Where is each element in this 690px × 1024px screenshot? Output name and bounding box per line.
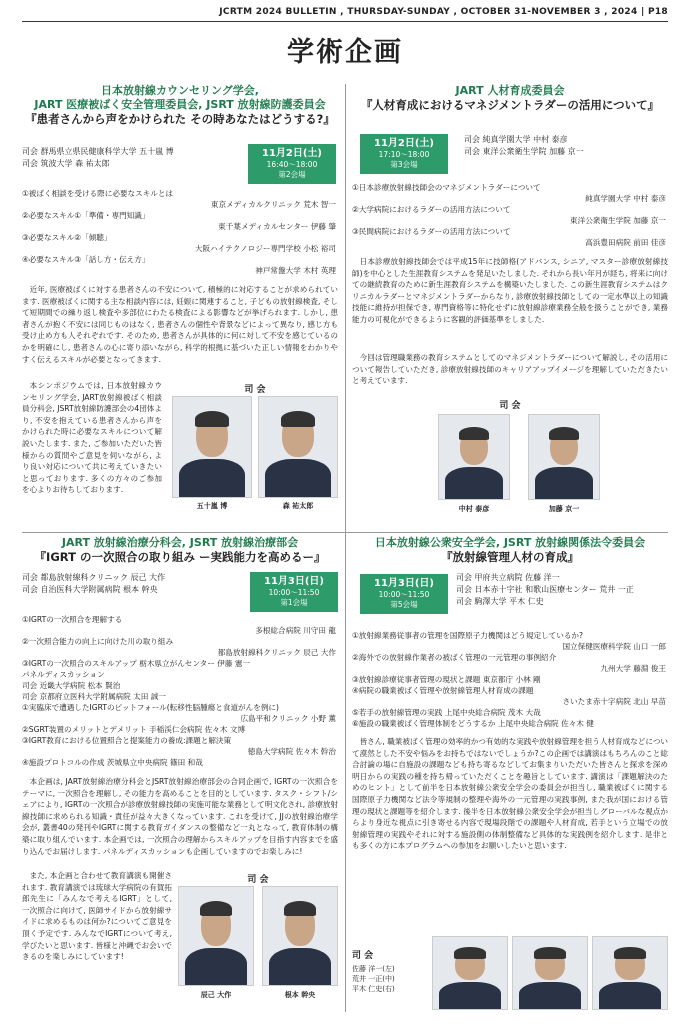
date: 11月2日(土) [261,148,322,159]
moderator-photo-3 [592,936,668,1010]
program-item: 司会 近畿大学病院 松本 賢治 [22,681,121,690]
photo-caption-1: 中村 泰彦 [458,505,490,513]
program-item: ①IGRTの一次照合を理解する [22,615,123,624]
moderator-photo-1 [178,886,254,986]
photo-caption-1: 五十嵐 博 [196,502,228,510]
time: 16:40～18:00 [266,160,318,169]
section-igrt [22,536,338,1014]
moderator-name: 佐藤 洋一(左) [352,965,395,973]
description-2: また, 本企画と合わせて教育講演も開催されます. 教育講演では琉球大学病院の有賀拓郎先生に「みんなで考えるIGRT」として, 一次照合に向けて, 医師サイドから放射線サイドに求めるものは何か?についてご意見を頂く予定です. みんなでIGRTについて考え, 学びたいと思います. 皆様と沖縄でお会いできるのを楽しみにしています! [22,871,172,962]
program-item: ②一次照合能力の向上に向けた川の取り組み [22,637,174,646]
program-item: ③IGRTの一次照合のスキルアップ 栃木県立がんセンター 伊藤 憲一 [22,659,251,668]
description: 日本診療放射線技師会では平成15年に技師格(アドバンス, シニア, マスター診療放射線技師)を中心とした生涯教育システムを発足いたしました. それから長い年月が経ち, 将来に向けての継続教育のために新生涯教育システムを構築いたしました. この新生涯教育システムはクリニカルラダーとマネジメントラダーからなり, 診療放射線技師としての一定水準以上の知識技能に維持が担保でき, 専門資格等に特化せずに放射線診療業務全般を扱うことができ, 業務能力の可視化ができるように客観的評価基準をしました. [352,257,668,324]
moderator-2: 司会 東洋公衆衛生学院 加藤 京一 [464,147,584,156]
moderator-label: 司 会 [247,875,269,885]
moderators [22,572,246,596]
description-2: 本シンポジウムでは, 日本放射線カウンセリング学会, JART放射線被ばく相談員分科会, JSRT放射線防護部会の4団体より, 不安を抱えている患者さんから声をかけられた時に必要なスキルについて解説いたします. また, ご参加いただいた皆様からの質問やご意見を伺いながら, より良い対応について共に考えていきたいと思っております. 多くの方々のご参加を心よりお待ちしております. [22,381,162,495]
moderator-1: 司会 都島放射線科クリニック 辰己 大作 [22,573,166,582]
program-list [352,630,668,729]
description: 近年, 医療被ばくに対する患者さんの不安について, 積極的に対応することが求められています. 医療被ばくに関する主な相談内容には, 妊娠に関連すること, 子どもの放射線検査, そして短期間での繰り返し検査や多部位にわたる検査による影響などが挙げられます. しかし, 患者さんが抱く不安には同じものはなく, 患者さんの個性や背景などによって異なり, 感じ方も受け止め方も人それぞれです. そのため, 患者さんが具体的に何に対して不安を感じているのかを明確にし, 患者さんの心に寄り添いながら, 科学的根拠に基づいた正しい情報をわかりやすく伝えるスキルが必要となってきます. [22,285,338,364]
speaker: 多根総合病院 川守田 龍 [255,626,336,635]
moderator-1: 司会 純真学園大学 中村 泰彦 [464,135,568,144]
section-title: 『IGRT の一次照合の取り組み ー実践能力を高めるー』 [34,550,326,564]
moderators [22,146,222,170]
photo-caption-2: 加藤 京一 [548,505,580,513]
moderators [464,134,668,158]
moderator-2: 司会 筑波大学 森 祐太郎 [22,159,110,168]
program-item: ②大学病院におけるラダーの活用方法について [352,205,511,214]
section-radiation-management [352,536,668,1014]
date-badge [360,574,448,614]
description-2: 今回は管理職業務の教育システムとしてのマネジメントラダーについて解説し, その活用について報告していただき, 診療放射線技師のキャリアアップイメージを理解していただきたいと考えています. [352,353,668,386]
program-item: ①実臨床で遭遇したIGRTのピットフォール(転移性脳腫瘍と食道がんを例に) [22,703,279,712]
moderator-2: 司会 自治医科大学附属病院 根本 幹央 [22,585,158,594]
row-divider [22,532,668,533]
program-list [22,188,338,276]
program-item: ④必要なスキル③「話し方・伝え方」 [22,255,150,264]
date: 11月2日(土) [373,138,434,149]
date: 11月3日(日) [263,576,324,587]
program-item: ①被ばく相談を受ける際に必要なスキルとは [22,189,174,198]
speaker: 神戸常盤大学 木村 英理 [255,266,336,275]
program-item: ⑥施設の職業被ばく管理体制をどうするか 上尾中央総合病院 佐々木 健 [352,719,594,728]
program-item: ①日本診療放射線技師会のマネジメントラダーについて [352,183,541,192]
program-item: ③放射線診療従事者管理の現状と課題 東京都庁 小林 剛 [352,675,541,684]
date-badge [248,144,336,184]
program-list [352,182,668,248]
date: 11月3日(日) [373,578,434,589]
photo-caption-1: 辰己 大作 [200,991,232,999]
moderator-photo-2 [258,396,338,498]
speaker: 国立保健医療科学院 山口 一郎 [562,642,666,651]
moderator-photo-1 [438,414,510,500]
date-badge [360,134,448,174]
speaker: 東洋公衆衛生学院 加藤 京一 [570,216,666,225]
section-organizer-1: 日本放射線カウンセリング学会, [101,84,259,97]
moderator-photo-2 [528,414,600,500]
speaker: 徳島大学病院 佐々木 幹治 [247,747,336,756]
moderator-photo-1 [172,396,252,498]
section-jinzai [352,84,668,529]
moderator-1: 司会 甲府共立病院 佐藤 洋一 [456,573,560,582]
time: 10:00～11:50 [378,590,430,599]
room: 第3会場 [390,160,418,169]
program-item: ②海外での放射線作業者の被ばく管理の一元管理の事例紹介 [352,653,557,662]
speaker: 広島平和クリニック 小野 薫 [240,714,336,723]
program-item: ④施設プロトコルの作成 茨城県立中央病院 篠田 和哉 [22,758,203,767]
program-item: パネルディスカッション [22,670,105,679]
speaker: 東京メディカルクリニック 荒木 智一 [210,200,336,209]
program-item: ③民間病院におけるラダーの活用方法について [352,227,511,236]
page-header: JCRTM 2024 BULLETIN , THURSDAY-SUNDAY , OCTOBER 31-NOVEMBER 3 , 2024 | P18 [22,4,668,22]
speaker: さいたま赤十字病院 北山 早苗 [562,697,666,706]
section-title: 『放射線管理人材の育成』 [441,550,579,564]
program-item: ④病院の職業被ばく管理や放射線管理人材育成の課題 [352,686,534,695]
moderator-label: 司 会 [244,385,266,395]
moderator-3: 司会 駒澤大学 平木 仁史 [456,597,544,606]
photo-caption-2: 森 祐太郎 [282,502,314,510]
moderator-photo-1 [432,936,508,1010]
room: 第1会場 [280,598,308,607]
speaker: 大阪ハイテクノロジー専門学校 小松 裕司 [194,244,336,253]
section-organizer: 日本放射線公衆安全学会, JSRT 放射線関係法令委員会 [374,536,646,549]
program-item: 司会 京都府立医科大学附属病院 太田 誠一 [22,692,166,701]
program-list [22,614,338,768]
moderator-label: 司 会 [499,401,521,411]
speaker: 東千葉メディカルセンター 伊藤 肇 [218,222,336,231]
program-item: ③必要なスキル②「傾聴」 [22,233,112,242]
room: 第2会場 [278,170,306,179]
speaker: 九州大学 藤淵 俊王 [600,664,666,673]
section-organizer: JART 放射線治療分科会, JSRT 放射線治療部会 [61,536,299,549]
description: 皆さん, 職業被ばく管理の効率的かつ有効的な実践や放射線管理を担う人材育成などについて漠然とした不安や悩みをお持ちではないでしょうか?この企画では講演はもちろんのこと総合討論の場に自施設の課題なども持ち寄るなどしてお集まりいただいた皆さんと探求を深め明日からの実践の種を持ち帰っていただくことを趣旨としています. 講演は「課題解決のためのヒント」として前半を日本放射線公衆安全学会の委員会が担当し, 職業被ばくに関する国際原子力機関など法令等規制の整理や海外の一元管理の実践事例, また我が国における管理の現状と課題等を紹介します. 後半を日本放射線公衆安全学会が担当しグローバルな視点からより身近な視点に引き寄せる内容で現場段階での課題や人材育成, 若手という立場での放射線管理の実践やそれに対する施設側の体制整備など具体的な実践例を紹介します. 是非とも多くの方に本プログラムへの参加をお願いしたいと思います. [352,737,668,851]
program-item: ②必要なスキル①「準備・専門知識」 [22,211,150,220]
section-counseling [22,84,338,529]
moderator-photo-2 [512,936,588,1010]
moderator-label: 司 会 [352,951,374,961]
section-title: 『人材育成におけるマネジメントラダーの活用について』 [360,98,660,112]
speaker: 都島放射線科クリニック 辰己 大作 [217,648,336,657]
page-title: 学術企画 [287,37,403,68]
program-item: ③IGRT教育における位置照合と提案能力の養成:課題と解決策 [22,736,232,745]
photo-caption-2: 根本 幹央 [284,991,316,999]
section-title: 『患者さんから声をかけられた その時あなたはどうする?』 [25,112,335,126]
program-item: ②SGRT装置のメリットとデメリット 手稲渓仁会病院 佐々木 文博 [22,725,246,734]
moderator-1: 司会 群馬県立県民健康科学大学 五十嵐 博 [22,147,174,156]
moderators [456,572,668,608]
time: 17:10～18:00 [378,150,430,159]
column-divider [345,84,346,1012]
section-organizer-2: JART 医療被ばく安全管理委員会, JSRT 放射線防護委員会 [34,98,326,111]
room: 第5会場 [390,600,418,609]
time: 10:00～11:50 [268,588,320,597]
description: 本企画は, JART放射線治療分科会とJSRT放射線治療部会の合同企画で, IGRTの一次照合をテーマに, 一次照合を理解し, その能力を高めることを目的としています. タスク・シフト/シェアにより, IGRTの一次照合が診療放射線技師の実施可能な業務として明文化され, 診療放射線技師に求められる知識・責任が益々大きくなっています. これを受けて, JJの放射線治療学会が, 叢書40の発刊やIGRTに関する教育ガイダンスの整備など一丸となって, 教育体制の構築に取り組んでいます. 本企画では, 一次照合の理解からスキルアップを目指す内容までを盛り込んでお届けします. パネルディスカッションも企画していますのでお楽しみに! [22,777,338,856]
speaker: 高浜豊田病院 前田 佳彦 [585,238,666,247]
moderator-name: 平木 仁史(右) [352,985,395,993]
program-item: ⑤若手の放射線管理の実践 上尾中央総合病院 茂木 大哉 [352,708,541,717]
date-badge [250,572,338,612]
speaker: 純真学園大学 中村 泰彦 [585,194,666,203]
moderator-names [352,964,428,994]
program-item: ①放射線業務従事者の管理を国際原子力機関はどう規定しているか? [352,631,584,640]
moderator-photo-2 [262,886,338,986]
moderator-2: 司会 日本赤十字社 和歌山医療センター 荒井 一正 [456,585,634,594]
section-organizer: JART 人材育成委員会 [455,84,565,97]
moderator-name: 荒井 一正(中) [352,975,395,983]
